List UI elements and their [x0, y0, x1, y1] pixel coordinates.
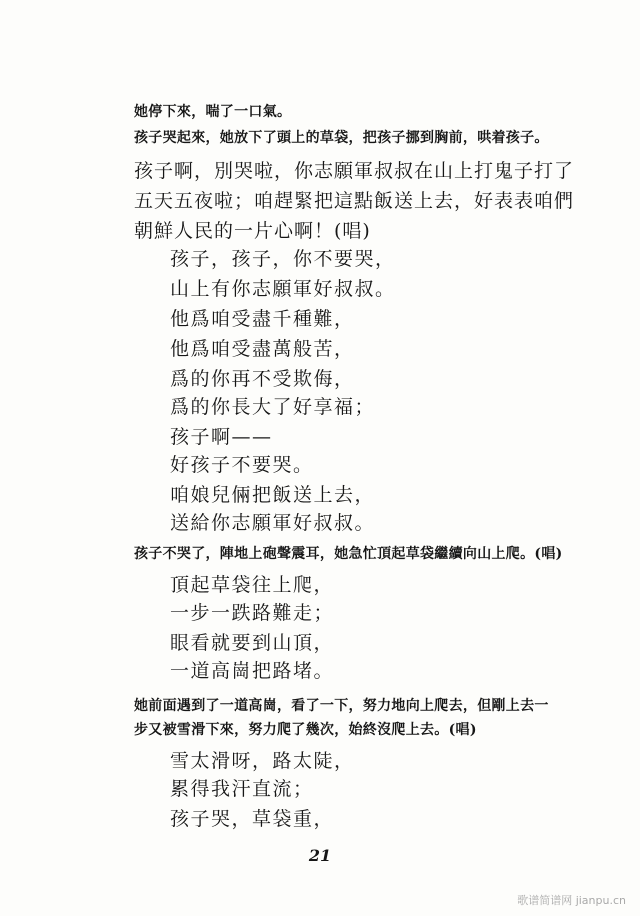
stage-direction: 孩子哭起來，她放下了頭上的草袋，把孩子挪到胸前，哄着孩子。 — [134, 130, 549, 146]
stage-direction: 她前面遇到了一道高崗，看了一下，努力地向上爬去，但剛上去一 — [134, 698, 549, 714]
lyric-line: 他爲咱受盡萬般苦， — [170, 338, 355, 360]
lyric-line: 孩子哭，草袋重， — [170, 808, 335, 830]
site-watermark: 歌谱简谱网 jianpu.cn — [517, 894, 626, 907]
lyric-line: 孩子啊—— — [170, 426, 273, 448]
lyric-line: 一道高崗把路堵。 — [170, 660, 335, 682]
lyric-line: 咱娘兒倆把飯送上去， — [170, 484, 376, 506]
lyric-line: 爲的你長大了好享福； — [170, 396, 376, 418]
lyric-line: 雪太滑呀，路太陡， — [170, 750, 355, 772]
lyric-line: 一步一跌路難走； — [170, 602, 335, 624]
dialogue-line: 五天五夜啦；咱趕緊把這點飯送上去，好表表咱們 — [134, 190, 575, 212]
lyric-line: 孩子，孩子，你不要哭， — [170, 248, 396, 270]
lyric-line: 眼看就要到山頂， — [170, 632, 335, 654]
stage-direction: 孩子不哭了，陣地上砲聲震耳，她急忙頂起草袋繼續向山上爬。(唱) — [134, 546, 563, 562]
lyric-line: 頂起草袋往上爬， — [170, 574, 335, 596]
lyric-line: 送給你志願軍好叔叔。 — [170, 512, 376, 534]
lyric-line: 累得我汗直流； — [170, 778, 314, 800]
page-number: 21 — [308, 846, 332, 865]
lyric-line: 爲的你再不受欺侮， — [170, 368, 355, 390]
stage-direction: 步又被雪滑下來，努力爬了幾次，始終沒爬上去。(唱) — [134, 722, 477, 738]
dialogue-line: 孩子啊，別哭啦，你志願軍叔叔在山上打鬼子打了 — [134, 160, 575, 182]
dialogue-line: 朝鮮人民的一片心啊！(唱) — [134, 220, 371, 242]
lyric-line: 好孩子不要哭。 — [170, 454, 314, 476]
lyric-line: 他爲咱受盡千種難， — [170, 308, 355, 330]
lyric-line: 山上有你志願軍好叔叔。 — [170, 278, 396, 300]
stage-direction: 她停下來，喘了一口氣。 — [134, 104, 292, 120]
